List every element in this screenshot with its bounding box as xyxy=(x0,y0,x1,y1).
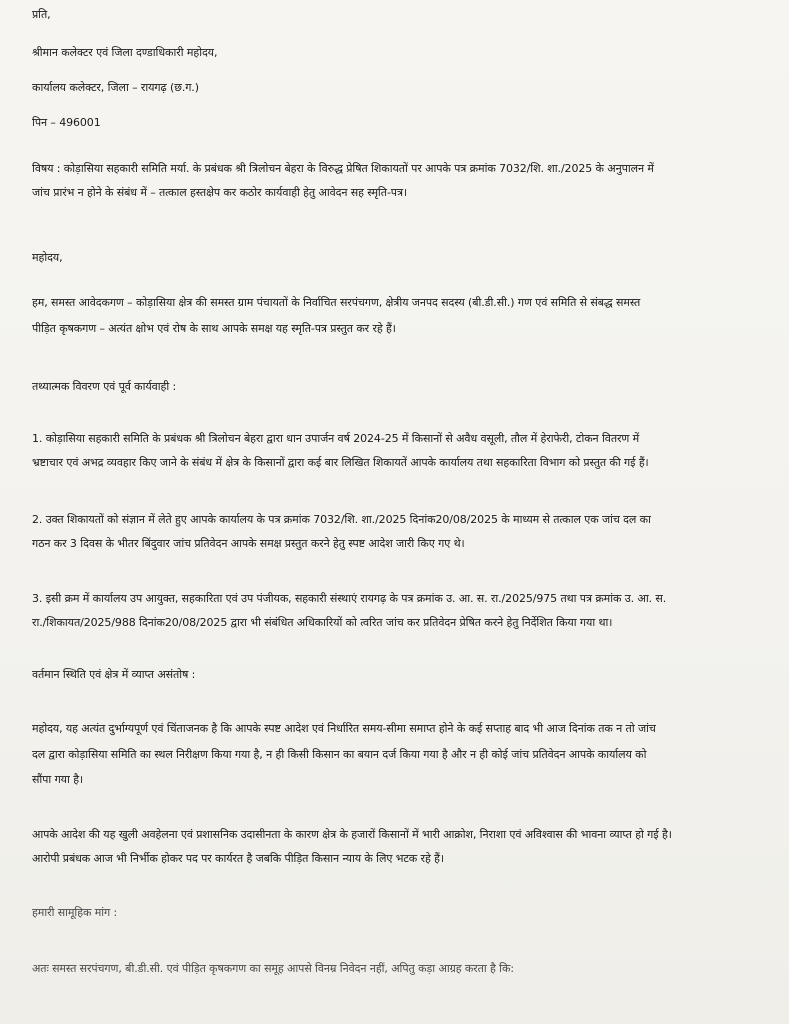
salutation: महोदय, xyxy=(32,251,63,264)
heading-demand: हमारी सामूहिक मांग : xyxy=(32,906,118,919)
pin-line: पिन – 496001 xyxy=(32,116,101,129)
point-1-line-1: 1. कोड़ासिया सहकारी समिति के प्रबंधक श्री त्रिलोचन बेहरा द्वारा धान उपार्जन वर्ष 2024-25 में किसानों से अवैध वसूली, तौल में हेराफेरी, टोकन वितरण में xyxy=(32,432,640,445)
para-4-line-1: महोदय, यह अत्यंत दुर्भाग्यपूर्ण एवं चिंताजनक है कि आपके स्पष्ट आदेश एवं निर्धारित समय-सीमा समाप्त होने के कई सप्ताह बाद भी आज दिनांक तक न तो जांच xyxy=(32,722,656,735)
subject-line-2: जांच प्रारंभ न होने के संबंध में – तत्काल हस्तक्षेप कर कठोर कार्यवाही हेतु आवेदन सह स्मृति-पत्र। xyxy=(32,186,407,199)
point-2-line-1: 2. उक्त शिकायतों को संज्ञान में लेते हुए आपके कार्यालय के पत्र क्रमांक 7032/शि. शा./2025 दिनांक20/08/2025 के माध्यम से तत्काल एक जांच दल का xyxy=(32,513,651,526)
subject-line-1: विषय : कोड़ासिया सहकारी समिति मर्या. के प्रबंधक श्री त्रिलोचन बेहरा के विरुद्ध प्रेषित शिकायतों पर आपके पत्र क्रमांक 7032/शि. शा./2025 के अनुपालन में xyxy=(32,162,654,175)
recipient-prefix: प्रति, xyxy=(32,8,51,21)
point-3-line-2: रा./शिकायत/2025/988 दिनांक20/08/2025 द्वारा भी संबंधित अधिकारियों को त्वरित जांच कर प्रतिवेदन प्रेषित करने हेतु निर्देशित किया गया था। xyxy=(32,616,613,629)
point-2-line-2: गठन कर 3 दिवस के भीतर बिंदुवार जांच प्रतिवेदन आपके समक्ष प्रस्तुत करने हेतु स्पष्ट आदेश जारी किए गए थे। xyxy=(32,537,465,550)
addressee-line: श्रीमान कलेक्टर एवं जिला दण्डाधिकारी महोदय, xyxy=(32,46,218,59)
intro-line-2: पीड़ित कृषकगण – अत्यंत क्षोभ एवं रोष के साथ आपके समक्ष यह स्मृति-पत्र प्रस्तुत कर रहे हैं। xyxy=(32,322,396,335)
para-5-line-1: आपके आदेश की यह खुली अवहेलना एवं प्रशासनिक उदासीनता के कारण क्षेत्र के हजारों किसानों में भारी आक्रोश, निराशा एवं अविश्वास की भावना व्याप्त हो गई है। xyxy=(32,828,672,841)
office-line: कार्यालय कलेक्टर, जिला – रायगढ़ (छ.ग.) xyxy=(32,81,199,94)
heading-current: वर्तमान स्थिति एवं क्षेत्र में व्याप्त असंतोष : xyxy=(32,668,196,681)
para-6-line-1: अतः समस्त सरपंचगण, बी.डी.सी. एवं पीड़ित कृषकगण का समूह आपसे विनम्र निवेदन नहीं, अपितु कड़ा आग्रह करता है कि: xyxy=(32,962,514,975)
para-4-line-3: सौंपा गया है। xyxy=(32,773,84,786)
para-4-line-2: दल द्वारा कोड़ासिया समिति का स्थल निरीक्षण किया गया है, न ही किसी किसान का बयान दर्ज किया गया है और न ही कोई जांच प्रतिवेदन आपके कार्यालय को xyxy=(32,748,647,761)
para-5-line-2: आरोपी प्रबंधक आज भी निर्भीक होकर पद पर कार्यरत है जबकि पीड़ित किसान न्याय के लिए भटक रहे हैं। xyxy=(32,852,444,865)
point-1-line-2: भ्रष्टाचार एवं अभद्र व्यवहार किए जाने के संबंध में क्षेत्र के किसानों द्वारा कई बार लिखित शिकायतें आपके कार्यालय तथा सहकारिता विभाग को प्रस्तुत की गई हैं। xyxy=(32,456,649,469)
heading-facts: तथ्यात्मक विवरण एवं पूर्व कार्यवाही : xyxy=(32,380,177,393)
point-3-line-1: 3. इसी क्रम में कार्यालय उप आयुक्त, सहकारिता एवं उप पंजीयक, सहकारी संस्थाएं रायगढ़ के पत्र क्रमांक उ. आ. स. रा./2025/975 तथा पत्र क्रमांक उ. आ. स. xyxy=(32,592,667,605)
intro-line-1: हम, समस्त आवेदकगण – कोड़ासिया क्षेत्र की समस्त ग्राम पंचायतों के निर्वाचित सरपंचगण, क्षेत्रीय जनपद सदस्य (बी.डी.सी.) गण एवं समिति से संबद्ध समस्त xyxy=(32,296,641,309)
